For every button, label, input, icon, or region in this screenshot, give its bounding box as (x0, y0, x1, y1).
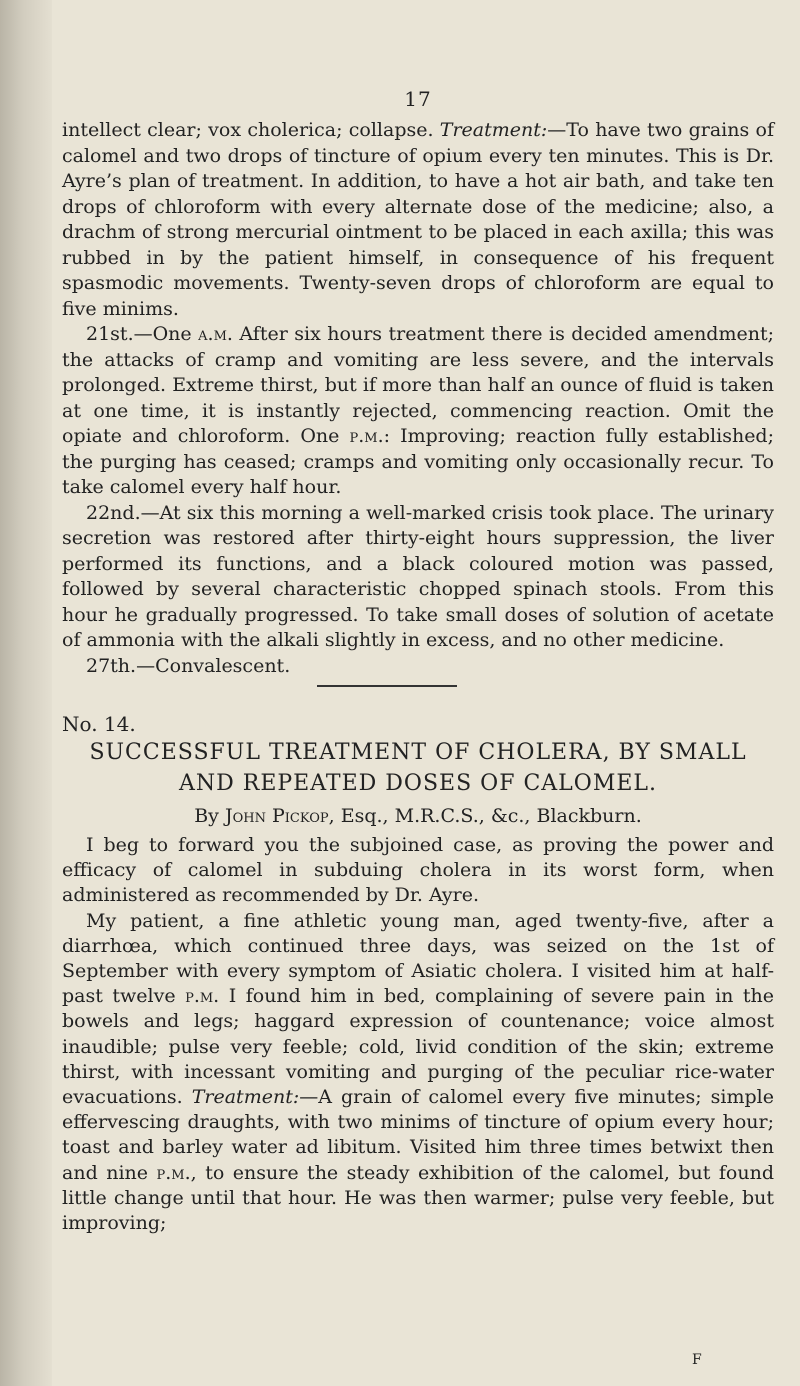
signature-mark: F (692, 1352, 702, 1368)
time-abbrev: a.m. (198, 323, 233, 345)
case-number: No. 14. (62, 712, 136, 736)
paragraph-treatment (62, 118, 774, 322)
text-run: I found him in bed, complaining of severe pain in the bowels and legs; haggard expression of countenance; voice almost inaudible; pulse very feeble; cold, livid condition of the skin; extreme thirst, with incessant vomiting and purging of the peculiar rice-water evacuations. (62, 985, 775, 1109)
article-body (62, 833, 774, 1236)
text-run: : Improving; reaction fully established; the purging has ceased; cramps and vomiting only occasionally recur. To take calomel every half hour. (62, 425, 774, 498)
text-run: —A grain of calomel every five minutes; simple effervescing draughts, with two minims of tincture of opium every hour; toast and barley water ad libitum. Visited him three times betwixt then and nine (62, 1086, 774, 1184)
continued-case-text (62, 118, 774, 679)
paragraph-patient (62, 909, 774, 1237)
treatment-label: Treatment: (439, 119, 548, 141)
text-run: 21st.—One (86, 323, 199, 345)
book-page (62, 0, 774, 1386)
text-run: , Esq., M.R.C.S., &c., Blackburn. (328, 805, 642, 827)
text-run: —To have two grains of calomel and two drops of tincture of opium every ten minutes. This is Dr. Ayre’s plan of treatment. In addition, to have a hot air bath, and take ten drops of chloroform with every alternate dose of the medicine; also, a drachm of strong mercurial ointment to be placed in each axilla; this was rubbed in by the patient himself, in consequence of his frequent spasmodic movements. Twenty-seven drops of chloroform are equal to five minims. (62, 119, 774, 320)
paragraph-22nd: 22nd.—At six this morning a well-marked crisis took place. The urinary secretion was restored after thirty-eight hours suppression, the liver performed its functions, and a black coloured motion was passed, followed by several characteristic chopped spinach stools. From this hour he gradually progressed. To take small doses of solution of acetate of ammonia with the alkali slightly in excess, and no other medicine. (62, 501, 774, 651)
book-spine-shadow (0, 0, 52, 1386)
text-run: My patient, a fine athletic young man, aged twenty-five, after a diarrhœa, which continued three days, was seized on the 1st of September with every symptom of Asiatic cholera. I visited him at half-past twelve (62, 909, 774, 1008)
treatment-label: Treatment: (191, 1086, 300, 1109)
text-run: By (194, 805, 225, 827)
text-run: , to ensure the steady exhibition of the calomel, but found little change until that hour. He was then warmer; pulse very feeble, but improving; (62, 1161, 774, 1235)
article-title (62, 737, 774, 799)
title-line: AND REPEATED DOSES OF CALOMEL. (178, 771, 658, 796)
section-divider (317, 685, 457, 687)
time-abbrev: p.m. (185, 985, 220, 1008)
time-abbrev: p.m. (156, 1161, 191, 1184)
byline (62, 805, 774, 827)
page-number: 17 (404, 87, 432, 111)
time-abbrev: p.m. (349, 425, 384, 447)
paragraph-27th: 27th.—Convalescent. (86, 654, 291, 677)
text-run: After six hours treatment there is decided amendment; the attacks of cramp and vomiting are less severe, and the intervals prolonged. Extreme thirst, but if more than half an ounce of fluid is taken at one time, it is instantly rejected, commencing reaction. Omit the opiate and chloroform. One (62, 323, 775, 447)
paragraph-21st (62, 322, 774, 501)
paragraph-intro: I beg to forward you the subjoined case, as proving the power and efficacy of calomel in subduing cholera in its worst form, when administered as recommended by Dr. Ayre. (62, 834, 774, 907)
title-line: SUCCESSFUL TREATMENT OF CHOLERA, BY SMALL (89, 740, 747, 765)
text-run: intellect clear; vox cholerica; collapse. (62, 119, 440, 141)
author-name: John Pickop (224, 805, 329, 827)
